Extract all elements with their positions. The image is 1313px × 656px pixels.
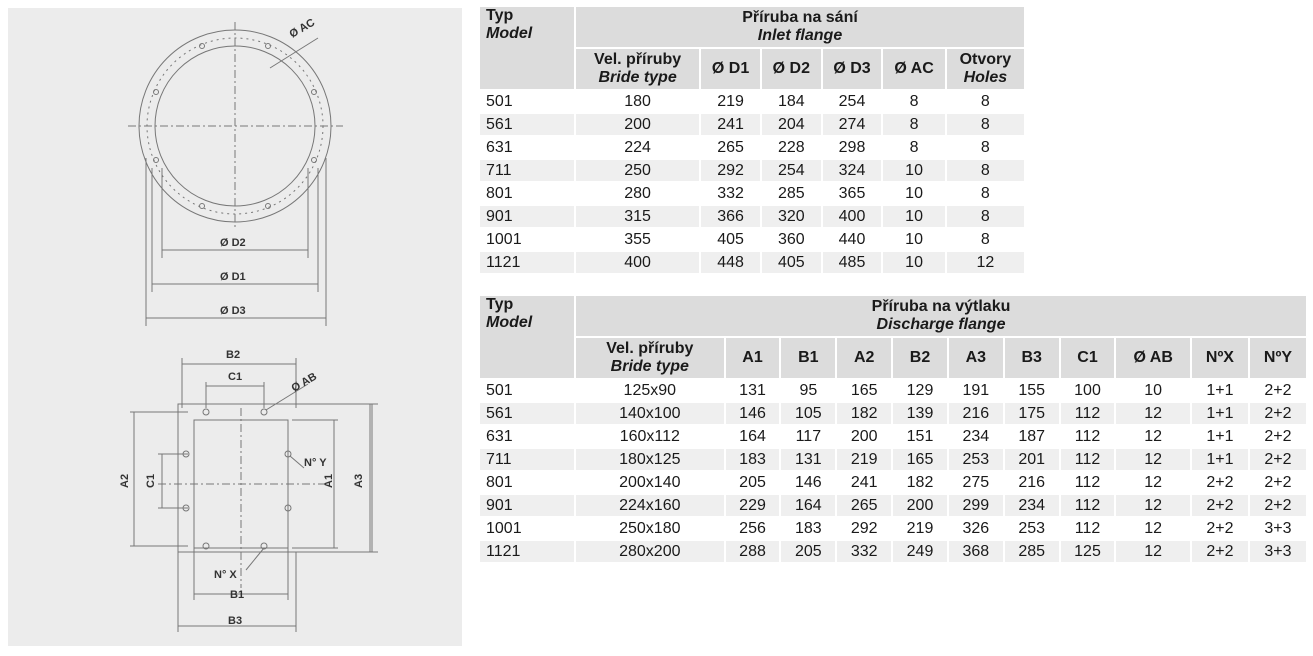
b1-label: B1 (230, 589, 245, 601)
value-cell: 205 (726, 472, 780, 493)
value-cell: 112 (1061, 472, 1115, 493)
value-cell: 254 (762, 160, 821, 181)
value-cell: 160x112 (576, 426, 724, 447)
value-cell: 200 (837, 426, 891, 447)
value-cell: 146 (781, 472, 835, 493)
value-cell: 3+3 (1250, 518, 1306, 539)
value-cell: 320 (762, 206, 821, 227)
table-row (480, 495, 1306, 516)
value-cell: 8 (947, 183, 1024, 204)
value-cell: 183 (781, 518, 835, 539)
discharge-column-header: NºX (1192, 338, 1248, 378)
table-row (480, 252, 1024, 273)
nx-leader (246, 548, 264, 570)
inlet-column-header: Otvory Holes (947, 49, 1024, 89)
discharge-column-header: NºY (1250, 338, 1306, 378)
value-cell: 216 (949, 403, 1003, 424)
table-row (480, 160, 1024, 181)
inlet-column-header: Vel. příruby Bride type (576, 49, 699, 89)
value-cell: 10 (883, 229, 944, 250)
technical-drawing (8, 8, 462, 646)
value-cell: 100 (1061, 380, 1115, 401)
value-cell: 3+3 (1250, 541, 1306, 562)
value-cell: 8 (947, 206, 1024, 227)
value-cell: 180 (576, 91, 699, 112)
value-cell: 368 (949, 541, 1003, 562)
value-cell: 200 (893, 495, 947, 516)
discharge-table-body (480, 380, 1306, 562)
value-cell: 324 (823, 160, 882, 181)
table-row (480, 426, 1306, 447)
table-row (480, 114, 1024, 135)
model-cell: 901 (480, 495, 574, 516)
value-cell: 146 (726, 403, 780, 424)
inlet-column-header: Ø D2 (762, 49, 821, 89)
table-row (480, 449, 1306, 470)
value-cell: 2+2 (1250, 426, 1306, 447)
value-cell: 12 (1116, 495, 1190, 516)
ny-label: N° Y (304, 457, 327, 469)
value-cell: 12 (947, 252, 1024, 273)
value-cell: 224x160 (576, 495, 724, 516)
discharge-flange-table (478, 294, 1308, 564)
value-cell: 280 (576, 183, 699, 204)
discharge-column-header: C1 (1061, 338, 1115, 378)
discharge-column-header: A1 (726, 338, 780, 378)
b2-label: B2 (226, 349, 241, 361)
value-cell: 105 (781, 403, 835, 424)
c1-top-label: C1 (228, 371, 243, 383)
ab-label: Ø AB (289, 370, 319, 395)
value-cell: 448 (701, 252, 760, 273)
value-cell: 155 (1005, 380, 1059, 401)
table-row (480, 183, 1024, 204)
value-cell: 182 (893, 472, 947, 493)
value-cell: 131 (781, 449, 835, 470)
value-cell: 151 (893, 426, 947, 447)
value-cell: 1+1 (1192, 403, 1248, 424)
value-cell: 180x125 (576, 449, 724, 470)
value-cell: 2+2 (1250, 449, 1306, 470)
model-cell: 501 (480, 91, 574, 112)
inlet-typ-header: Typ Model (480, 7, 574, 89)
value-cell: 229 (726, 495, 780, 516)
a1-label: A1 (323, 473, 335, 488)
value-cell: 405 (762, 252, 821, 273)
table-row (480, 541, 1306, 562)
value-cell: 400 (823, 206, 882, 227)
table-row (480, 518, 1306, 539)
value-cell: 201 (1005, 449, 1059, 470)
value-cell: 165 (837, 380, 891, 401)
d3-label: Ø D3 (220, 305, 246, 317)
c1-side-label: C1 (145, 473, 157, 488)
inlet-column-header: Ø D1 (701, 49, 760, 89)
model-cell: 561 (480, 114, 574, 135)
value-cell: 117 (781, 426, 835, 447)
value-cell: 95 (781, 380, 835, 401)
value-cell: 191 (949, 380, 1003, 401)
value-cell: 182 (837, 403, 891, 424)
value-cell: 2+2 (1250, 380, 1306, 401)
value-cell: 131 (726, 380, 780, 401)
value-cell: 10 (883, 252, 944, 273)
table-row (480, 403, 1306, 424)
discharge-column-header: A3 (949, 338, 1003, 378)
value-cell: 8 (883, 137, 944, 158)
model-cell: 901 (480, 206, 574, 227)
value-cell: 332 (837, 541, 891, 562)
table-row (480, 206, 1024, 227)
value-cell: 400 (576, 252, 699, 273)
table-row (480, 137, 1024, 158)
value-cell: 200 (576, 114, 699, 135)
value-cell: 440 (823, 229, 882, 250)
value-cell: 326 (949, 518, 1003, 539)
value-cell: 8 (947, 229, 1024, 250)
value-cell: 200x140 (576, 472, 724, 493)
value-cell: 12 (1116, 518, 1190, 539)
value-cell: 10 (883, 160, 944, 181)
model-cell: 631 (480, 426, 574, 447)
value-cell: 280x200 (576, 541, 724, 562)
value-cell: 175 (1005, 403, 1059, 424)
value-cell: 112 (1061, 403, 1115, 424)
value-cell: 112 (1061, 449, 1115, 470)
discharge-column-headers (480, 338, 1306, 378)
value-cell: 485 (823, 252, 882, 273)
value-cell: 204 (762, 114, 821, 135)
value-cell: 1+1 (1192, 449, 1248, 470)
value-cell: 183 (726, 449, 780, 470)
value-cell: 2+2 (1250, 403, 1306, 424)
value-cell: 219 (701, 91, 760, 112)
discharge-outer-rect (178, 404, 372, 552)
value-cell: 288 (726, 541, 780, 562)
table-row (480, 229, 1024, 250)
value-cell: 265 (701, 137, 760, 158)
value-cell: 274 (823, 114, 882, 135)
value-cell: 253 (949, 449, 1003, 470)
value-cell: 12 (1116, 541, 1190, 562)
inlet-column-header: Ø AC (883, 49, 944, 89)
value-cell: 165 (893, 449, 947, 470)
value-cell: 112 (1061, 518, 1115, 539)
value-cell: 8 (947, 114, 1024, 135)
value-cell: 164 (781, 495, 835, 516)
inlet-column-header: Ø D3 (823, 49, 882, 89)
value-cell: 254 (823, 91, 882, 112)
d1-label: Ø D1 (220, 271, 246, 283)
value-cell: 125 (1061, 541, 1115, 562)
model-cell: 711 (480, 160, 574, 181)
value-cell: 12 (1116, 472, 1190, 493)
a3-label: A3 (353, 473, 365, 488)
value-cell: 2+2 (1192, 472, 1248, 493)
value-cell: 2+2 (1192, 541, 1248, 562)
value-cell: 187 (1005, 426, 1059, 447)
value-cell: 8 (883, 114, 944, 135)
value-cell: 234 (949, 426, 1003, 447)
value-cell: 315 (576, 206, 699, 227)
value-cell: 250 (576, 160, 699, 181)
model-cell: 1121 (480, 541, 574, 562)
value-cell: 1+1 (1192, 426, 1248, 447)
model-cell: 501 (480, 380, 574, 401)
value-cell: 219 (837, 449, 891, 470)
inlet-table-body (480, 91, 1024, 273)
discharge-column-header: Ø AB (1116, 338, 1190, 378)
nx-label: N° X (214, 569, 237, 581)
value-cell: 1+1 (1192, 380, 1248, 401)
value-cell: 360 (762, 229, 821, 250)
value-cell: 216 (1005, 472, 1059, 493)
value-cell: 253 (1005, 518, 1059, 539)
value-cell: 12 (1116, 449, 1190, 470)
value-cell: 241 (837, 472, 891, 493)
discharge-column-header: B3 (1005, 338, 1059, 378)
model-cell: 561 (480, 403, 574, 424)
d2-label: Ø D2 (220, 237, 246, 249)
value-cell: 275 (949, 472, 1003, 493)
value-cell: 299 (949, 495, 1003, 516)
value-cell: 355 (576, 229, 699, 250)
model-cell: 711 (480, 449, 574, 470)
value-cell: 292 (701, 160, 760, 181)
value-cell: 112 (1061, 426, 1115, 447)
value-cell: 2+2 (1192, 495, 1248, 516)
flange-drawing-svg (8, 8, 462, 646)
value-cell: 164 (726, 426, 780, 447)
value-cell: 12 (1116, 426, 1190, 447)
table-row (480, 472, 1306, 493)
value-cell: 184 (762, 91, 821, 112)
discharge-bolt-holes (183, 409, 291, 549)
a2-label: A2 (119, 473, 131, 488)
inlet-flange-table (478, 5, 1026, 275)
value-cell: 366 (701, 206, 760, 227)
value-cell: 332 (701, 183, 760, 204)
value-cell: 140x100 (576, 403, 724, 424)
value-cell: 249 (893, 541, 947, 562)
value-cell: 12 (1116, 403, 1190, 424)
value-cell: 285 (762, 183, 821, 204)
value-cell: 2+2 (1250, 495, 1306, 516)
value-cell: 10 (883, 206, 944, 227)
value-cell: 405 (701, 229, 760, 250)
value-cell: 219 (893, 518, 947, 539)
model-cell: 631 (480, 137, 574, 158)
discharge-column-header: B1 (781, 338, 835, 378)
table-row (480, 380, 1306, 401)
model-cell: 801 (480, 183, 574, 204)
value-cell: 285 (1005, 541, 1059, 562)
value-cell: 265 (837, 495, 891, 516)
value-cell: 292 (837, 518, 891, 539)
value-cell: 256 (726, 518, 780, 539)
value-cell: 298 (823, 137, 882, 158)
value-cell: 10 (883, 183, 944, 204)
value-cell: 234 (1005, 495, 1059, 516)
value-cell: 2+2 (1192, 518, 1248, 539)
model-cell: 1121 (480, 252, 574, 273)
value-cell: 8 (947, 137, 1024, 158)
value-cell: 250x180 (576, 518, 724, 539)
discharge-column-header: B2 (893, 338, 947, 378)
inlet-group-header: Příruba na sání Inlet flange (576, 7, 1024, 47)
value-cell: 2+2 (1250, 472, 1306, 493)
discharge-group-header: Příruba na výtlaku Discharge flange (576, 296, 1306, 336)
value-cell: 241 (701, 114, 760, 135)
table-row (480, 91, 1024, 112)
value-cell: 365 (823, 183, 882, 204)
value-cell: 125x90 (576, 380, 724, 401)
model-cell: 1001 (480, 518, 574, 539)
ny-leader (290, 456, 304, 468)
value-cell: 112 (1061, 495, 1115, 516)
value-cell: 10 (1116, 380, 1190, 401)
ac-leader (270, 38, 318, 68)
value-cell: 205 (781, 541, 835, 562)
value-cell: 228 (762, 137, 821, 158)
model-cell: 801 (480, 472, 574, 493)
model-cell: 1001 (480, 229, 574, 250)
value-cell: 8 (883, 91, 944, 112)
discharge-column-header: Vel. příruby Bride type (576, 338, 724, 378)
value-cell: 224 (576, 137, 699, 158)
discharge-typ-header: Typ Model (480, 296, 574, 378)
value-cell: 8 (947, 91, 1024, 112)
discharge-column-header: A2 (837, 338, 891, 378)
ac-label: Ø AC (287, 16, 317, 41)
value-cell: 139 (893, 403, 947, 424)
value-cell: 8 (947, 160, 1024, 181)
value-cell: 129 (893, 380, 947, 401)
b3-label: B3 (228, 615, 243, 627)
